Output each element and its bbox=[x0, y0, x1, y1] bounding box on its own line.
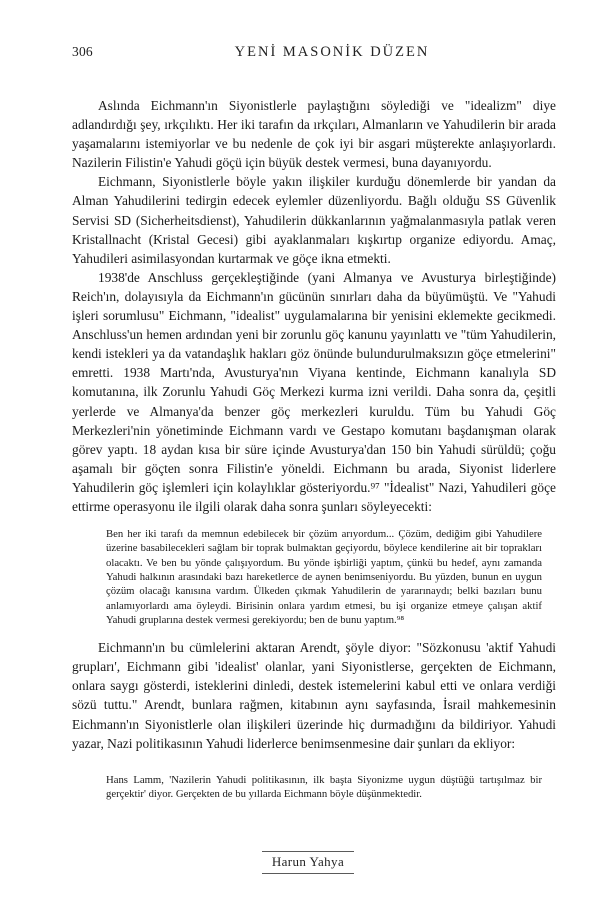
paragraph-2: Eichmann, Siyonistlerle böyle yakın ilişkiler kurduğu dönemlerde bir yandan da Alman Yahudilerini tedirgin edecek eylemler düzenliyordu. Bağlı olduğu SS Güvenlik Servisi SD (Sicherheitsdienst), Yahudilerin dükkanlarının yağmalanmasıyla patlak veren Kristallnacht (Kristal Gecesi) gibi ayaklanmaları kışkırtıp organize ediyordu. Amaç, Yahudileri asimilasyondan kurtarmak ve göçe ikna etmekti. bbox=[72, 174, 556, 266]
paragraph-3: 1938'de Anschluss gerçekleştiğinde (yani Almanya ve Avusturya birleştiğinde) Reich'ın, dolayısıyla da Eichmann'ın gücünün sınırları daha da büyümüştü. Ve "Yahudi işleri sorumlusu" Eichmann, "idealist" uygulamalarına bir yenisini eklemekte gecikmedi. Anschluss'un hemen ardından yeni bir zorunlu göç kanunu yayınlattı ve "tüm Yahudilerin, kendi istekleri ya da vatandaşlık hakları göz önünde bulundurulmaksızın göçe etmelerini" emretti. 1938 Martı'nda, Avusturya'nın Viyana kentinde, Eichmann kanalıyla SD komutanına, ilk Zorunlu Yahudi Göç Merkezi kurma izni verildi. Daha sonra da, çeşitli yerlerde ve Almanya'da benzer göç merkezleri kuruldu. Tüm bu Yahudi Göç Merkezleri'nin yönetiminde Eichmann vardı ve Gestapo komutanı başdanışman olarak görev yaptı. 18 aydan kısa bir süre içinde Avusturya'dan 150 bin Yahudi sürüldü; çoğu aşamalı bir göçten sonra Filistin'e yöneldi. Eichmann bu arada, Siyonist liderlere Yahudilerin göç işlemleri için kolaylıklar gösteriyordu.⁹⁷ "İdealist" Nazi, Yahudileri göçe ettirme operasyonu ile ilgili olarak daha sonra şunları söyleyecekti: bbox=[72, 269, 556, 514]
blockquote-1 bbox=[106, 527, 556, 627]
blockquote-2-text: Hans Lamm, 'Nazilerin Yahudi politikasının, ilk başta Siyonizme uygun düştüğü tartışılmaz bir gerçektir' diyor. Gerçekten de bu yıllarda Eichmann böyle düşünmektedir. bbox=[106, 773, 542, 800]
blockquote-1-text: Ben her iki tarafı da memnun edebilecek bir çözüm arıyordum... Çözüm, dediğim gibi Yahudilere üzerine basabilecekleri sağlam bir toprak bulmaktan geçiyordu, böylece kendilerine ait bir toprakları olacaktı. Ve ben bu yönde çalışıyordum. Bu yönde işbirliği yaptım, çünkü bu hedef, aynı zamanda Yahudi halkının arasındaki bazı hareketlerce de aynen benimseniyordu. Bu yüzden, bunun en uygun çözüm olacağı kanısına vardım. Ülkeden çıkmak Yahudilerin de yararınaydı; belki bazıları bunu anlamıyorlardı ama öyleydi. Birisinin onlara yardım etmesi, bu işi organize etmeye çalışan aktif Yahudi gruplarına destek vermesi gerekiyordu; ben de bunu yaptım.⁹⁸ bbox=[106, 528, 542, 626]
page-header bbox=[72, 44, 556, 66]
blockquote-2 bbox=[106, 773, 556, 802]
page-footer bbox=[0, 851, 616, 874]
paragraph-4: Eichmann'ın bu cümlelerini aktaran Arendt, şöyle diyor: "Sözkonusu 'aktif Yahudi grupları', Eichmann gibi 'idealist' olanlar, yani Siyonistlerse, gerçekten de Eichmann, onlara saygı gösterdi, isteklerini dinledi, destek istemelerini kabul etti ve onlara verdiği sözü tuttu." Arendt, bunlara rağmen, kitabının aynı sayfasında, İsrail mahkemesinin Eichmann'ın Siyonistlerle olan ilişkileri üzerinde hiç durmadığını da bildiriyor. Yahudi yazar, Nazi politikasının Yahudi liderlerce benimsenmesine dair şunları da ekliyor: bbox=[72, 640, 556, 751]
imprint-label: Harun Yahya bbox=[262, 851, 354, 874]
body-text bbox=[72, 96, 556, 801]
page-number: 306 bbox=[72, 44, 93, 59]
running-head: YENİ MASONİK DÜZEN bbox=[234, 44, 430, 60]
spacer bbox=[72, 753, 556, 762]
paragraph-1: Aslında Eichmann'ın Siyonistlerle paylaştığını söylediği ve "idealizm" diye adlandırdığı şey, ırkçılıktı. Her iki tarafın da ırkçıları, Almanların ve Yahudilerin bir arada yaşamalarını istemiyorlar ve bu nedenle de çok iyi bir asgari müşterekte anlaşıyorlardı. Nazilerin Filistin'e Yahudi göçü için büyük destek vermesi, buna dayanıyordu. bbox=[72, 98, 556, 171]
